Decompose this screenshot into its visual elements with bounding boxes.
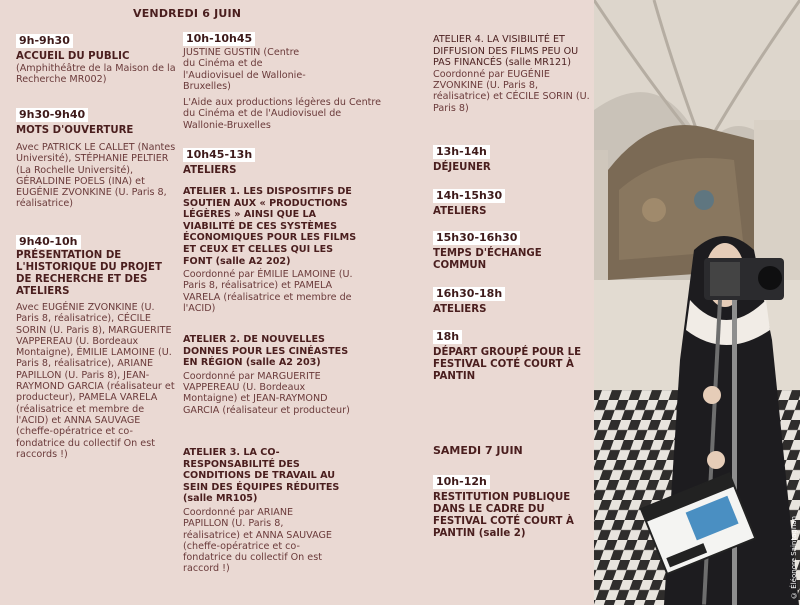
atelier-title: ATELIER 3. LA CO-RESPONSABILITÉ DES CONDITIONS DE TRAVAIL AU SEIN DES ÉQUIPES RÉDUITES (salle MR105) (183, 447, 340, 505)
atelier-coordinators: Coordonné par EUGÉNIE ZVONKINE (U. Paris 8, réalisatrice) et CÉCILE SORIN (U. Paris 8) (433, 68, 590, 114)
day-heading-saturday: SAMEDI 7 JUIN (433, 444, 523, 457)
photo-panel (594, 0, 800, 605)
session-title: ATELIERS (433, 304, 487, 315)
atelier-4 (433, 34, 593, 114)
session-title: DÉPART GROUPÉ POUR LE FESTIVAL COTÉ COURT À PANTIN (433, 347, 582, 382)
session-presentation (16, 230, 176, 460)
atelier-coordinators: Coordonné par MARGUERITE VAPPEREAU (U. Bordeaux Montaigne) et JEAN-RAYMOND GARCIA (réalisateur et producteur) (183, 370, 350, 416)
session-text: (Amphithéâtre de la Maison de la Recherche MR002) (16, 63, 176, 86)
session-opening (16, 103, 176, 210)
session-ateliers-morning (183, 143, 383, 177)
session-exchange (433, 226, 593, 272)
session-time: 10h-10h45 (183, 32, 255, 46)
session-guest-talk (183, 27, 383, 131)
day-heading-friday: VENDREDI 6 JUIN (133, 7, 242, 20)
speaker-text: JUSTINE GUSTIN (Centre du Cinéma et de l'Audiovisuel de Wallonie-Bruxelles) (183, 47, 306, 92)
session-restitution (433, 470, 593, 540)
session-title: MOTS D'OUVERTURE (16, 125, 134, 136)
session-time: 15h30-16h30 (433, 231, 520, 245)
nun-filmmaker-photo (594, 0, 800, 605)
atelier-2 (183, 334, 361, 416)
session-time: 9h40-10h (16, 235, 81, 249)
session-title: ACCUEIL DU PUBLIC (16, 51, 130, 62)
session-title: PRÉSENTATION DE L'HISTORIQUE DU PROJET DE RECHERCHE ET DES ATELIERS (16, 250, 162, 297)
session-time: 18h (433, 330, 462, 344)
atelier-coordinators: Coordonné par ARIANE PAPILLON (U. Paris 8, réalisatrice) et ANNA SAUVAGE (cheffe-opératrice et co-fondatrice du collectif On est raccord !) (183, 506, 332, 575)
session-text: Avec PATRICK LE CALLET (Nantes Université), STÉPHANIE PELTIER (La Rochelle Université), GÉRALDINE POELS (INA) et EUGÉNIE ZVONKINE (U. Paris 8, réalisatrice) (16, 142, 176, 210)
session-time: 9h30-9h40 (16, 108, 88, 122)
session-welcome (16, 29, 176, 86)
session-time: 16h30-18h (433, 287, 505, 301)
session-title: ATELIERS (183, 165, 237, 176)
photo-credit: © Éléonore Saintagnan (790, 516, 798, 599)
atelier-title: ATELIER 4. LA VISIBILITÉ ET DIFFUSION DES FILMS PEU OU PAS FINANCÉS (salle MR121) (433, 34, 579, 69)
session-title: RESTITUTION PUBLIQUE DANS LE CADRE DU FESTIVAL COTÉ COURT À PANTIN (salle 2) (433, 492, 574, 539)
session-time: 10h-12h (433, 475, 490, 489)
session-title: DÉJEUNER (433, 162, 491, 173)
session-time: 9h-9h30 (16, 34, 73, 48)
session-time: 10h45-13h (183, 148, 255, 162)
atelier-title: ATELIER 1. LES DISPOSITIFS DE SOUTIEN AUX « PRODUCTIONS LÉGÈRES » AINSI QUE LA VIABILITÉ DE CES SYSTÈMES ÉCONOMIQUES POUR LES FILMS ET CEUX ET CELLES QUI LES FONT (salle A2 202) (183, 186, 357, 267)
session-ateliers-late (433, 282, 593, 316)
session-title: ATELIERS (433, 206, 487, 217)
atelier-3 (183, 447, 355, 575)
session-lunch (433, 140, 593, 174)
session-time: 13h-14h (433, 145, 490, 159)
session-time: 14h-15h30 (433, 189, 505, 203)
atelier-1 (183, 186, 361, 314)
atelier-title: ATELIER 2. DE NOUVELLES DONNES POUR LES CINÉASTES EN RÉGION (salle A2 203) (183, 334, 349, 369)
session-ateliers-afternoon (433, 184, 593, 218)
session-title: TEMPS D'ÉCHANGE COMMUN (433, 248, 542, 271)
session-text: Avec EUGÉNIE ZVONKINE (U. Paris 8, réalisatrice), CÉCILE SORIN (U. Paris 8), MARGUERITE VAPPEREAU (U. Bordeaux Montaigne), ÉMILIE LAMOINE (U. Paris 8, réalisatrice), ARIANE PAPILLON (U. Paris 8), JEAN-RAYMOND GARCIA (réalisateur et producteur), PAMELA VARELA (réalisatrice et membre de l'ACID) et ANNA SAUVAGE (cheffe-opératrice et co-fondatrice du collectif On est raccords !) (16, 302, 175, 460)
atelier-coordinators: Coordonné par ÉMILIE LAMOINE (U. Paris 8, réalisatrice) et PAMELA VARELA (réalisatrice et membre de l'ACID) (183, 269, 353, 315)
talk-title: L'Aide aux productions légères du Centre du Cinéma et de l'Audiovisuel de Wallonie-Bruxelles (183, 97, 382, 131)
session-departure (433, 325, 593, 383)
